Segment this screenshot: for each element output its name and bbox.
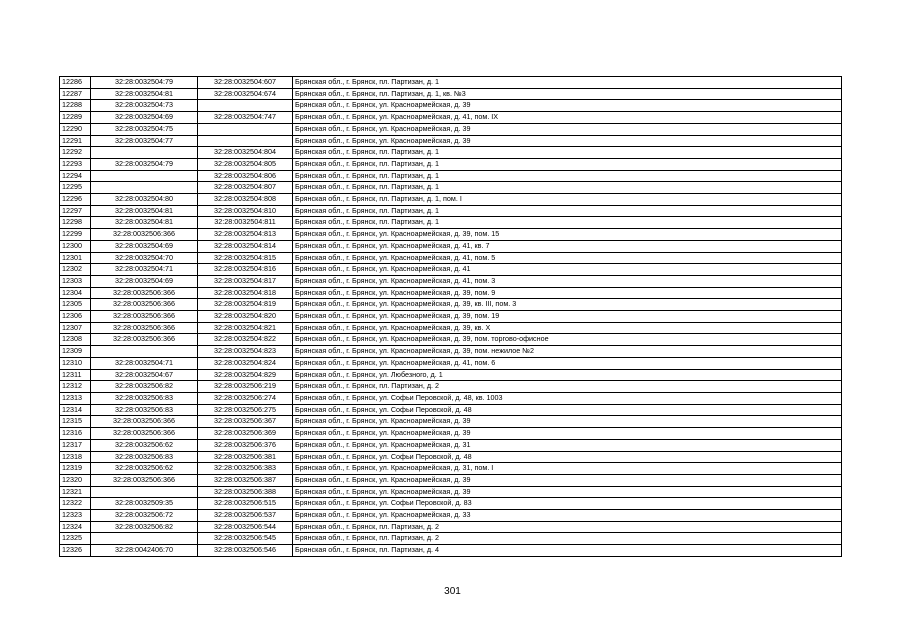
parcel-cadastral-number-cell: 32:28:0032504:67 <box>91 369 198 381</box>
table-row <box>60 205 842 217</box>
row-number-cell: 12326 <box>60 545 91 557</box>
row-number-cell: 12302 <box>60 264 91 276</box>
table-row <box>60 346 842 358</box>
address-cell: Брянская обл., г. Брянск, ул. Красноармейская, д. 31, пом. I <box>293 463 842 475</box>
table-row <box>60 381 842 393</box>
row-number-cell: 12289 <box>60 112 91 124</box>
table-row <box>60 439 842 451</box>
table-row <box>60 357 842 369</box>
table-row <box>60 182 842 194</box>
object-cadastral-number-cell: 32:28:0032504:805 <box>198 158 293 170</box>
address-cell: Брянская обл., г. Брянск, пл. Партизан, д. 2 <box>293 521 842 533</box>
address-cell: Брянская обл., г. Брянск, пл. Партизан, д. 1, кв. №3 <box>293 88 842 100</box>
parcel-cadastral-number-cell: 32:28:0032506:366 <box>91 229 198 241</box>
row-number-cell: 12287 <box>60 88 91 100</box>
parcel-cadastral-number-cell <box>91 182 198 194</box>
row-number-cell: 12303 <box>60 275 91 287</box>
table-row <box>60 229 842 241</box>
table-row <box>60 322 842 334</box>
table-row <box>60 533 842 545</box>
table-row <box>60 252 842 264</box>
parcel-cadastral-number-cell: 32:28:0032506:83 <box>91 451 198 463</box>
object-cadastral-number-cell: 32:28:0032506:367 <box>198 416 293 428</box>
address-cell: Брянская обл., г. Брянск, ул. Красноармейская, д. 33 <box>293 510 842 522</box>
parcel-cadastral-number-cell: 32:28:0032504:71 <box>91 357 198 369</box>
table-row <box>60 510 842 522</box>
object-cadastral-number-cell: 32:28:0032504:674 <box>198 88 293 100</box>
row-number-cell: 12298 <box>60 217 91 229</box>
object-cadastral-number-cell: 32:28:0032504:815 <box>198 252 293 264</box>
parcel-cadastral-number-cell: 32:28:0032506:366 <box>91 474 198 486</box>
table-row <box>60 240 842 252</box>
parcel-cadastral-number-cell: 32:28:0032506:83 <box>91 404 198 416</box>
object-cadastral-number-cell: 32:28:0032504:811 <box>198 217 293 229</box>
table-row <box>60 299 842 311</box>
table-row <box>60 275 842 287</box>
object-cadastral-number-cell: 32:28:0032504:820 <box>198 311 293 323</box>
table-row <box>60 404 842 416</box>
object-cadastral-number-cell <box>198 123 293 135</box>
parcel-cadastral-number-cell: 32:28:0032504:77 <box>91 135 198 147</box>
address-cell: Брянская обл., г. Брянск, пл. Партизан, д. 1 <box>293 77 842 89</box>
table-row <box>60 521 842 533</box>
address-cell: Брянская обл., г. Брянск, ул. Софьи Перовской, д. 48, кв. 1003 <box>293 392 842 404</box>
address-cell: Брянская обл., г. Брянск, пл. Партизан, д. 1, пом. I <box>293 194 842 206</box>
table-row <box>60 123 842 135</box>
parcel-cadastral-number-cell: 32:28:0032509:35 <box>91 498 198 510</box>
row-number-cell: 12323 <box>60 510 91 522</box>
row-number-cell: 12320 <box>60 474 91 486</box>
object-cadastral-number-cell: 32:28:0032506:546 <box>198 545 293 557</box>
parcel-cadastral-number-cell: 32:28:0032506:366 <box>91 416 198 428</box>
parcel-cadastral-number-cell: 32:28:0032504:71 <box>91 264 198 276</box>
table-row <box>60 194 842 206</box>
table-row <box>60 112 842 124</box>
object-cadastral-number-cell: 32:28:0032506:376 <box>198 439 293 451</box>
address-cell: Брянская обл., г. Брянск, пл. Партизан, д. 1 <box>293 147 842 159</box>
row-number-cell: 12325 <box>60 533 91 545</box>
parcel-cadastral-number-cell: 32:28:0032504:81 <box>91 217 198 229</box>
object-cadastral-number-cell: 32:28:0032504:607 <box>198 77 293 89</box>
parcel-cadastral-number-cell <box>91 346 198 358</box>
table-row <box>60 334 842 346</box>
registry-table <box>59 76 842 557</box>
object-cadastral-number-cell <box>198 135 293 147</box>
object-cadastral-number-cell: 32:28:0032504:819 <box>198 299 293 311</box>
parcel-cadastral-number-cell: 32:28:0032504:70 <box>91 252 198 264</box>
address-cell: Брянская обл., г. Брянск, ул. Красноармейская, д. 39, пом. 15 <box>293 229 842 241</box>
table-row <box>60 369 842 381</box>
parcel-cadastral-number-cell <box>91 170 198 182</box>
row-number-cell: 12316 <box>60 428 91 440</box>
object-cadastral-number-cell: 32:28:0032504:817 <box>198 275 293 287</box>
parcel-cadastral-number-cell: 32:28:0032506:366 <box>91 311 198 323</box>
address-cell: Брянская обл., г. Брянск, ул. Красноармейская, д. 39, пом. торгово-офисное <box>293 334 842 346</box>
object-cadastral-number-cell: 32:28:0032504:829 <box>198 369 293 381</box>
address-cell: Брянская обл., г. Брянск, ул. Красноармейская, д. 39, кв. X <box>293 322 842 334</box>
parcel-cadastral-number-cell: 32:28:0032504:81 <box>91 88 198 100</box>
parcel-cadastral-number-cell: 32:28:0032504:75 <box>91 123 198 135</box>
object-cadastral-number-cell: 32:28:0032506:544 <box>198 521 293 533</box>
row-number-cell: 12293 <box>60 158 91 170</box>
parcel-cadastral-number-cell: 32:28:0032504:80 <box>91 194 198 206</box>
parcel-cadastral-number-cell: 32:28:0032506:62 <box>91 463 198 475</box>
page-number: 301 <box>444 586 461 597</box>
table-row <box>60 498 842 510</box>
table-row <box>60 158 842 170</box>
object-cadastral-number-cell: 32:28:0032504:821 <box>198 322 293 334</box>
address-cell: Брянская обл., г. Брянск, ул. Красноармейская, д. 39, пом. 19 <box>293 311 842 323</box>
row-number-cell: 12300 <box>60 240 91 252</box>
row-number-cell: 12296 <box>60 194 91 206</box>
table-row <box>60 392 842 404</box>
address-cell: Брянская обл., г. Брянск, ул. Софьи Перовской, д. 48 <box>293 404 842 416</box>
row-number-cell: 12290 <box>60 123 91 135</box>
address-cell: Брянская обл., г. Брянск, ул. Красноармейская, д. 41, пом. 6 <box>293 357 842 369</box>
address-cell: Брянская обл., г. Брянск, ул. Красноармейская, д. 41 <box>293 264 842 276</box>
parcel-cadastral-number-cell: 32:28:0032506:366 <box>91 428 198 440</box>
table-row <box>60 147 842 159</box>
parcel-cadastral-number-cell: 32:28:0032506:366 <box>91 322 198 334</box>
table-row <box>60 217 842 229</box>
row-number-cell: 12295 <box>60 182 91 194</box>
parcel-cadastral-number-cell: 32:28:0032506:82 <box>91 521 198 533</box>
table-row <box>60 264 842 276</box>
parcel-cadastral-number-cell: 32:28:0032506:82 <box>91 381 198 393</box>
parcel-cadastral-number-cell: 32:28:0032506:366 <box>91 334 198 346</box>
address-cell: Брянская обл., г. Брянск, ул. Красноармейская, д. 39, кв. III, пом. 3 <box>293 299 842 311</box>
parcel-cadastral-number-cell: 32:28:0032504:79 <box>91 77 198 89</box>
row-number-cell: 12286 <box>60 77 91 89</box>
parcel-cadastral-number-cell: 32:28:0032506:366 <box>91 299 198 311</box>
address-cell: Брянская обл., г. Брянск, пл. Партизан, д. 2 <box>293 533 842 545</box>
row-number-cell: 12317 <box>60 439 91 451</box>
object-cadastral-number-cell: 32:28:0032506:275 <box>198 404 293 416</box>
parcel-cadastral-number-cell: 32:28:0032506:83 <box>91 392 198 404</box>
row-number-cell: 12288 <box>60 100 91 112</box>
parcel-cadastral-number-cell <box>91 486 198 498</box>
parcel-cadastral-number-cell: 32:28:0032504:79 <box>91 158 198 170</box>
row-number-cell: 12324 <box>60 521 91 533</box>
row-number-cell: 12322 <box>60 498 91 510</box>
table-row <box>60 311 842 323</box>
object-cadastral-number-cell: 32:28:0032506:274 <box>198 392 293 404</box>
object-cadastral-number-cell: 32:28:0032504:806 <box>198 170 293 182</box>
address-cell: Брянская обл., г. Брянск, пл. Партизан, д. 2 <box>293 381 842 393</box>
row-number-cell: 12291 <box>60 135 91 147</box>
address-cell: Брянская обл., г. Брянск, ул. Красноармейская, д. 39 <box>293 135 842 147</box>
parcel-cadastral-number-cell: 32:28:0032506:366 <box>91 287 198 299</box>
table-row <box>60 474 842 486</box>
parcel-cadastral-number-cell: 32:28:0032504:69 <box>91 275 198 287</box>
parcel-cadastral-number-cell: 32:28:0032504:69 <box>91 112 198 124</box>
table-row <box>60 486 842 498</box>
row-number-cell: 12304 <box>60 287 91 299</box>
row-number-cell: 12315 <box>60 416 91 428</box>
address-cell: Брянская обл., г. Брянск, ул. Красноармейская, д. 39 <box>293 428 842 440</box>
table-row <box>60 451 842 463</box>
table-row <box>60 88 842 100</box>
parcel-cadastral-number-cell: 32:28:0032504:73 <box>91 100 198 112</box>
row-number-cell: 12292 <box>60 147 91 159</box>
object-cadastral-number-cell: 32:28:0032504:807 <box>198 182 293 194</box>
table-row <box>60 428 842 440</box>
object-cadastral-number-cell: 32:28:0032504:818 <box>198 287 293 299</box>
row-number-cell: 12311 <box>60 369 91 381</box>
address-cell: Брянская обл., г. Брянск, ул. Красноармейская, д. 39 <box>293 416 842 428</box>
address-cell: Брянская обл., г. Брянск, пл. Партизан, д. 1 <box>293 205 842 217</box>
parcel-cadastral-number-cell <box>91 533 198 545</box>
object-cadastral-number-cell: 32:28:0032506:388 <box>198 486 293 498</box>
address-cell: Брянская обл., г. Брянск, пл. Партизан, д. 1 <box>293 182 842 194</box>
registry-table-body <box>60 77 842 557</box>
row-number-cell: 12301 <box>60 252 91 264</box>
object-cadastral-number-cell: 32:28:0032506:219 <box>198 381 293 393</box>
object-cadastral-number-cell: 32:28:0032506:369 <box>198 428 293 440</box>
address-cell: Брянская обл., г. Брянск, пл. Партизан, д. 1 <box>293 217 842 229</box>
object-cadastral-number-cell: 32:28:0032506:387 <box>198 474 293 486</box>
row-number-cell: 12312 <box>60 381 91 393</box>
address-cell: Брянская обл., г. Брянск, ул. Красноармейская, д. 41, кв. 7 <box>293 240 842 252</box>
row-number-cell: 12305 <box>60 299 91 311</box>
address-cell: Брянская обл., г. Брянск, ул. Красноармейская, д. 39 <box>293 123 842 135</box>
object-cadastral-number-cell: 32:28:0032504:813 <box>198 229 293 241</box>
address-cell: Брянская обл., г. Брянск, ул. Красноармейская, д. 39 <box>293 100 842 112</box>
row-number-cell: 12318 <box>60 451 91 463</box>
row-number-cell: 12299 <box>60 229 91 241</box>
table-row <box>60 100 842 112</box>
row-number-cell: 12308 <box>60 334 91 346</box>
parcel-cadastral-number-cell: 32:28:0042406:70 <box>91 545 198 557</box>
parcel-cadastral-number-cell: 32:28:0032506:72 <box>91 510 198 522</box>
object-cadastral-number-cell: 32:28:0032506:545 <box>198 533 293 545</box>
table-row <box>60 77 842 89</box>
object-cadastral-number-cell: 32:28:0032504:810 <box>198 205 293 217</box>
object-cadastral-number-cell: 32:28:0032506:383 <box>198 463 293 475</box>
object-cadastral-number-cell: 32:28:0032504:823 <box>198 346 293 358</box>
object-cadastral-number-cell: 32:28:0032506:537 <box>198 510 293 522</box>
address-cell: Брянская обл., г. Брянск, ул. Красноармейская, д. 41, пом. 3 <box>293 275 842 287</box>
address-cell: Брянская обл., г. Брянск, пл. Партизан, д. 1 <box>293 170 842 182</box>
object-cadastral-number-cell: 32:28:0032504:747 <box>198 112 293 124</box>
address-cell: Брянская обл., г. Брянск, ул. Красноармейская, д. 41, пом. IX <box>293 112 842 124</box>
object-cadastral-number-cell: 32:28:0032504:814 <box>198 240 293 252</box>
row-number-cell: 12309 <box>60 346 91 358</box>
object-cadastral-number-cell: 32:28:0032504:816 <box>198 264 293 276</box>
table-row <box>60 545 842 557</box>
row-number-cell: 12297 <box>60 205 91 217</box>
object-cadastral-number-cell: 32:28:0032504:804 <box>198 147 293 159</box>
object-cadastral-number-cell: 32:28:0032506:381 <box>198 451 293 463</box>
row-number-cell: 12321 <box>60 486 91 498</box>
address-cell: Брянская обл., г. Брянск, ул. Красноармейская, д. 31 <box>293 439 842 451</box>
row-number-cell: 12319 <box>60 463 91 475</box>
table-row <box>60 170 842 182</box>
address-cell: Брянская обл., г. Брянск, пл. Партизан, д. 1 <box>293 158 842 170</box>
address-cell: Брянская обл., г. Брянск, ул. Красноармейская, д. 39 <box>293 474 842 486</box>
row-number-cell: 12306 <box>60 311 91 323</box>
parcel-cadastral-number-cell: 32:28:0032506:62 <box>91 439 198 451</box>
object-cadastral-number-cell: 32:28:0032506:515 <box>198 498 293 510</box>
table-row <box>60 463 842 475</box>
row-number-cell: 12314 <box>60 404 91 416</box>
row-number-cell: 12294 <box>60 170 91 182</box>
parcel-cadastral-number-cell: 32:28:0032504:81 <box>91 205 198 217</box>
address-cell: Брянская обл., г. Брянск, ул. Софьи Перовской, д. 83 <box>293 498 842 510</box>
parcel-cadastral-number-cell: 32:28:0032504:69 <box>91 240 198 252</box>
object-cadastral-number-cell: 32:28:0032504:824 <box>198 357 293 369</box>
object-cadastral-number-cell: 32:28:0032504:822 <box>198 334 293 346</box>
address-cell: Брянская обл., г. Брянск, ул. Красноармейская, д. 39, пом. 9 <box>293 287 842 299</box>
address-cell: Брянская обл., г. Брянск, ул. Любезного, д. 1 <box>293 369 842 381</box>
object-cadastral-number-cell <box>198 100 293 112</box>
table-row <box>60 287 842 299</box>
address-cell: Брянская обл., г. Брянск, ул. Красноармейская, д. 41, пом. 5 <box>293 252 842 264</box>
address-cell: Брянская обл., г. Брянск, ул. Софьи Перовской, д. 48 <box>293 451 842 463</box>
address-cell: Брянская обл., г. Брянск, пл. Партизан, д. 4 <box>293 545 842 557</box>
row-number-cell: 12313 <box>60 392 91 404</box>
object-cadastral-number-cell: 32:28:0032504:808 <box>198 194 293 206</box>
address-cell: Брянская обл., г. Брянск, ул. Красноармейская, д. 39, пом. нежилое №2 <box>293 346 842 358</box>
row-number-cell: 12310 <box>60 357 91 369</box>
table-row <box>60 135 842 147</box>
address-cell: Брянская обл., г. Брянск, ул. Красноармейская, д. 39 <box>293 486 842 498</box>
parcel-cadastral-number-cell <box>91 147 198 159</box>
table-row <box>60 416 842 428</box>
row-number-cell: 12307 <box>60 322 91 334</box>
